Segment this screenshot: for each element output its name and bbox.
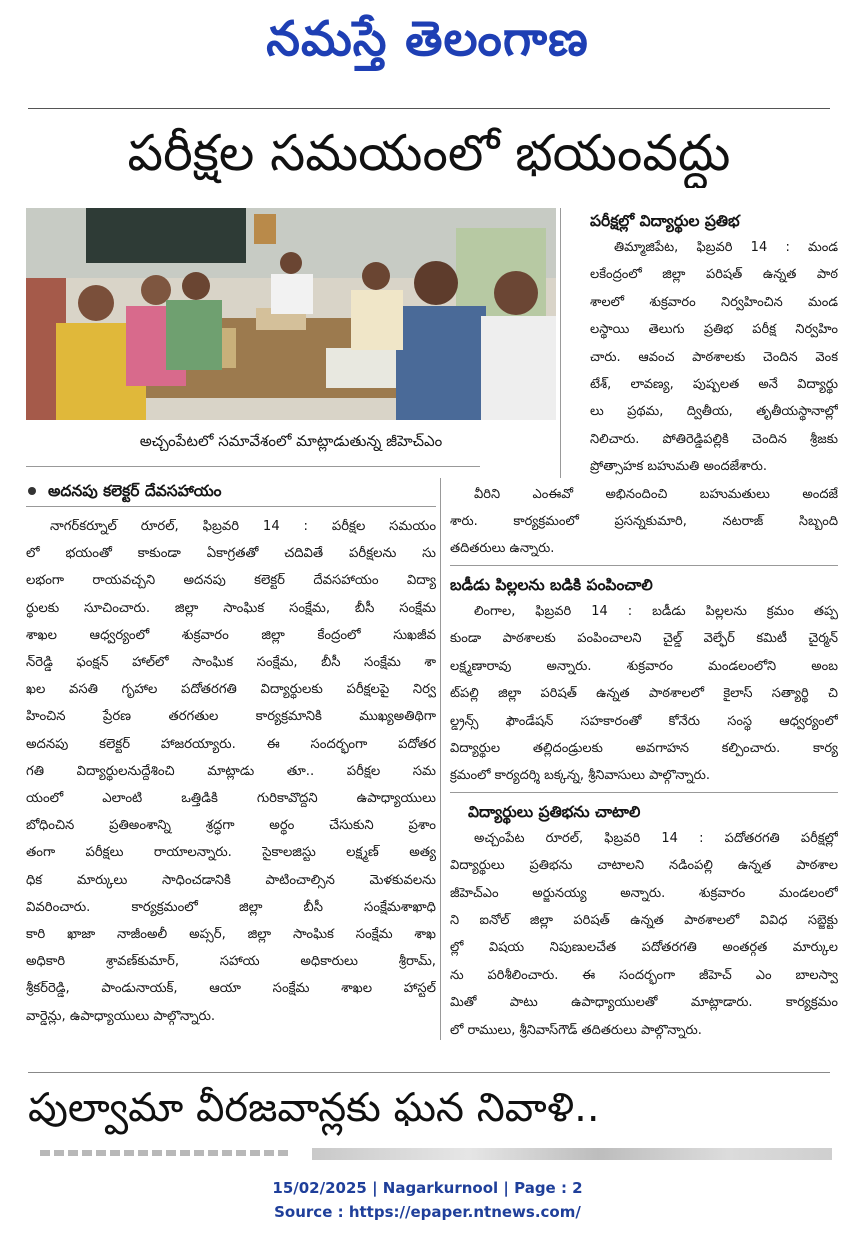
newspaper-masthead: నమస్తే తెలంగాణ	[266, 11, 589, 67]
article-line: క్రమంలో కార్యదర్శి బక్కన్న, శ్రీనివాసులు పాల్గొన్నారు.	[450, 768, 710, 784]
article-line: హించిన ప్రేరణ తరగతుల కార్యక్రమానికి ముఖ్యఅతిథిగా	[26, 709, 436, 725]
page-headline: పరీక్షల సమయంలో భయంవద్దు	[127, 124, 731, 182]
article-line: న్‌రెడ్డి ఫంక్షన్‌ హాల్‌లో సాంఘిక సంక్షేమ, బీసీ సంక్షేమ శా	[26, 655, 436, 671]
article-line: విద్యార్థులు ప్రతిభను చాటాలని నడింపల్లి ఉన్నత పాఠశాల	[450, 858, 838, 874]
cropped-text-strip	[40, 1150, 290, 1156]
footer-date-edition: 15/02/2025 | Nagarkurnool | Page : 2	[272, 1179, 583, 1197]
article-line: ధిక మార్కులు సాధించడానికి పాటించాల్సిన మెళకువలను	[26, 872, 436, 888]
main-article-subhead-text: అదనపు కలెక్టర్‌ దేవసహాయం	[48, 482, 222, 500]
article-line: వీరిని ఎంఈవో అభినందించి బహుమతులు అందజే	[474, 486, 838, 502]
article-line: లకేంద్రంలో జిల్లా పరిషత్‌ ఉన్నత పాఠ	[590, 267, 838, 283]
photo-caption: అచ్చంపేటలో సమావేశంలో మాట్లాడుతున్న జీహెచ్‌ఎం	[139, 432, 443, 450]
column-divider	[440, 478, 441, 1040]
bottom-divider	[28, 1072, 830, 1073]
talent-article	[450, 208, 838, 563]
article-line: శాఖల ఆధ్వర్యంలో శుక్రవారం జిల్లా కేంద్రంలో సుఖజీవ	[26, 627, 436, 643]
article-line: అధికారి శ్రావణ్‌కుమార్‌, సహాయ అధికారులు శ్రీరామ్‌,	[26, 954, 436, 970]
child-labour-article	[450, 572, 838, 790]
article-line: ఖల వసతి గృహాల పదోతరగతి విద్యార్థులకు పరీక్షలపై నిర్వ	[26, 682, 436, 698]
article-line: లో రాములు, శ్రీనివాస్‌గౌడ్‌ తదితరులు పాల్గొన్నారు.	[450, 1022, 702, 1038]
article-line: గతి విద్యార్థులనుద్దేశించి మాట్లాడు తూ.. పరీక్షల సమ	[26, 763, 436, 779]
students-subhead: విద్యార్థులు ప్రతిభను చాటాలి	[468, 802, 641, 821]
article-line: వార్డెన్లు, ఉపాధ్యాయులు పాల్గొన్నారు.	[26, 1008, 216, 1024]
article-line: కుండా పాఠశాలకు పంపించాలని చైల్డ్‌ వెల్ఫేర్‌ కమిటీ చైర్మన్‌	[450, 631, 838, 647]
article-line: తిమ్మాజిపేట, ఫిబ్రవరి 14 : మండ	[614, 240, 838, 255]
article-line: చారు. ఆవంచ పాఠశాలకు చెందిన వెంక	[590, 349, 838, 365]
article-line: ని ఐనోల్‌ జిల్లా పరిషత్‌ ఉన్నత పాఠశాలలో వివిధ సబ్జెక్టు	[450, 912, 838, 928]
article-line: లింగాల, ఫిబ్రవరి 14 : బడీడు పిల్లలను క్రమం తప్ప	[474, 603, 838, 619]
article-line: శ్రీకర్‌రెడ్డి, పాండునాయక్‌, ఆయా సంక్షేమ శాఖల హాస్టల్‌	[26, 981, 436, 997]
talent-article-subhead: పరీక్షల్లో విద్యార్థుల ప్రతిభ	[590, 212, 740, 230]
article-line: ర్థులకు సూచించారు. జిల్లా సాంఘిక సంక్షేమ, బీసీ సంక్షేమ	[26, 600, 436, 616]
article-line: శాలలో శుక్రవారం నిర్వహించిన మండ	[590, 294, 838, 310]
article-line: విద్యార్థుల తల్లిదండ్రులకు అవగాహన కల్పించారు. కార్య	[450, 740, 838, 756]
right-column	[450, 208, 838, 1044]
article-line: బోధించిన ప్రతిఅంశాన్ని శ్రద్ధగా అర్థం చేసుకుని ప్రశాం	[26, 818, 436, 834]
article-line: తదితరులు ఉన్నారు.	[450, 541, 555, 557]
article-line: జీహెచ్‌ఎం అర్జునయ్య అన్నారు. శుక్రవారం మండలంలో	[450, 885, 838, 901]
bullet-icon	[28, 487, 36, 495]
child-labour-subhead: బడీడు పిల్లలను బడికి పంపించాలి	[450, 575, 653, 594]
article-line: తంగా పరీక్షలు రాయాలన్నారు. సైకాలజిస్టు లక్ష్మణ్‌ అత్య	[26, 845, 436, 861]
bottom-headline: పుల్వామా వీరజవాన్లకు ఘన నివాళి..	[28, 1085, 600, 1131]
article-line: ట్‌పల్లి జిల్లా పరిషత్‌ ఉన్నత పాఠశాలలో కైలాస్‌ సత్యార్థి చి	[450, 686, 838, 702]
article-line: అదనపు కలెక్టర్‌ హాజరయ్యారు. ఈ సందర్భంగా పదోతర	[26, 736, 436, 752]
caption-divider	[26, 466, 480, 467]
subhead-divider	[26, 506, 436, 507]
article-line: అచ్చంపేట రూరల్‌, ఫిబ్రవరి 14 : పదోతరగతి పరీక్షల్లో	[474, 830, 838, 846]
article-divider	[450, 792, 838, 793]
article-line: లభంగా రాయవచ్చని అదనపు కలెక్టర్‌ దేవసహాయం విద్యా	[26, 573, 436, 589]
article-line: మితో పాటు ఉపాధ్యాయులతో మాట్లాడారు. కార్యక్రమం	[450, 995, 838, 1011]
article-divider	[450, 565, 838, 566]
article-line: ల్డ్రన్స్‌ ఫౌండేషన్‌ సహకారంతో కోనేరు సంస్థ ఆధ్వర్యంలో	[450, 713, 838, 729]
article-line: ప్రోత్సాహక బహుమతి అందజేశారు.	[590, 459, 767, 475]
article-line: లక్ష్మణారావు అన్నారు. శుక్రవారం మండలంలోని అంబ	[450, 658, 838, 674]
article-line: లస్థాయి తెలుగు ప్రతిభ పరీక్ష నిర్వహిం	[590, 322, 838, 338]
page-footer	[0, 1176, 855, 1224]
masthead-divider	[28, 108, 830, 109]
cropped-photo-strip	[312, 1148, 832, 1160]
article-line: కారి ఖాజా నాజీంఅలీ అప్సర్‌, జిల్లా సాంఘిక సంక్షేమ శాఖ	[26, 927, 436, 943]
footer-source: Source : https://epaper.ntnews.com/	[274, 1203, 581, 1221]
article-line: నాగర్‌కర్నూల్‌ రూరల్‌, ఫిబ్రవరి 14 : పరీక్షల సమయం	[50, 519, 436, 534]
article-line: లో భయంతో కాకుండా ఏకాగ్రతతో చదివితే పరీక్షలను సు	[26, 546, 436, 562]
main-article-subhead	[26, 478, 436, 504]
main-article	[26, 478, 436, 1030]
article-line: శారు. కార్యక్రమంలో ప్రసన్నకుమారి, నటరాజ్‌ సిబ్బంది	[450, 514, 838, 530]
article-line: ను పరిశీలించారు. ఈ సందర్భంగా జీహెచ్‌ ఎం బాలస్వా	[450, 967, 838, 983]
article-line: టేశ్‌, లావణ్య, పుష్పలత అనే విద్యార్థు	[590, 377, 838, 393]
article-line: నిలిచారు. పోతిరెడ్డిపల్లికి చెందిన శ్రీజకు	[590, 431, 838, 447]
article-line: వివరించారు. కార్యక్రమంలో జిల్లా బీసీ సంక్షేమశాఖాధి	[26, 899, 436, 915]
article-line: ల్లో విషయ నిపుణులచేత పదోతరగతి అంతర్గత మార్కుల	[450, 940, 838, 956]
article-line: యంలో ఎలాంటి ఒత్తిడికి గురికావొద్దని ఉపాధ్యాయులు	[26, 791, 436, 807]
students-article	[450, 799, 838, 1044]
article-line: లు ప్రథమ, ద్వితీయ, తృతీయస్థానాల్లో	[590, 404, 838, 420]
